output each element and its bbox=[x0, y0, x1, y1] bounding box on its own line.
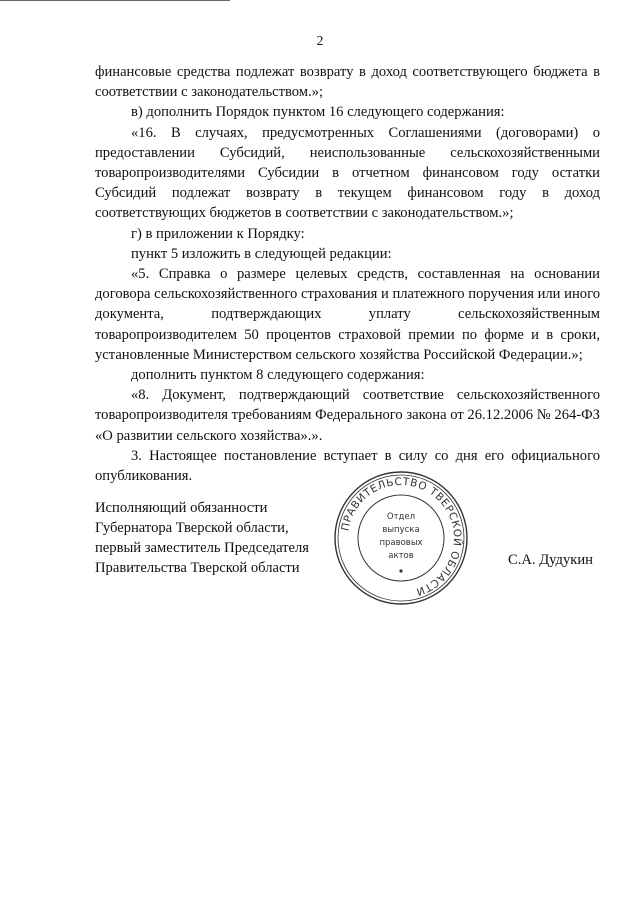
paragraph: «5. Справка о размере целевых средств, составленная на основании договора сельскохозяйственного страхования и платежного поручения или иного документа, подтверждающих уплату сельскохозяйственным товаропроизводителем 50 процентов страховой премии по форме и в сроки, установленные Министерством сельского хозяйства Российской Федерации.»; bbox=[95, 266, 600, 363]
signature-title-line: первый заместитель Председателя bbox=[95, 540, 310, 556]
signer-name: С.А. Дудукин bbox=[508, 552, 593, 568]
seal-ring-text: ПРАВИТЕЛЬСТВО ТВЕРСКОЙ ОБЛАСТИ bbox=[339, 475, 464, 598]
paragraph: финансовые средства подлежат возврату в доход соответствующего бюджета в соответствии с законодательством.»; bbox=[95, 64, 600, 101]
top-rule bbox=[0, 0, 230, 3]
seal-dot bbox=[399, 569, 402, 572]
signature-block bbox=[95, 498, 335, 578]
seal-center-line: правовых bbox=[379, 538, 423, 548]
signature-title-line: Исполняющий обязанности bbox=[95, 500, 268, 516]
paragraph: 3. Настоящее постановление вступает в силу со дня его официального опубликования. bbox=[95, 447, 600, 485]
paragraph: в) дополнить Порядок пунктом 16 следующего содержания: bbox=[131, 104, 505, 121]
paragraph: дополнить пунктом 8 следующего содержания: bbox=[131, 367, 425, 384]
seal-center-line: выпуска bbox=[382, 525, 420, 535]
signature-title-line: Правительства Тверской области bbox=[95, 560, 300, 576]
page-number: 2 bbox=[316, 33, 324, 48]
seal-graphic bbox=[331, 468, 471, 608]
paragraph: «8. Документ, подтверждающий соответствие сельскохозяйственного товаропроизводителя требованиям Федерального закона от 26.12.2006 № 264-ФЗ «О развитии сельского хозяйства».». bbox=[95, 387, 600, 444]
official-seal bbox=[331, 468, 471, 608]
signature-title-line: Губернатора Тверской области, bbox=[95, 520, 289, 536]
paragraph: «16. В случаях, предусмотренных Соглашениями (договорами) о предоставлении Субсидий, неиспользованные сельскохозяйственными товаропроизводителями Субсидии в отчетном финансовом году остатки Субсидий подлежат возврату в текущем финансовом году в доход соответствующих бюджетов в соответствии с законодательством.»; bbox=[95, 124, 600, 222]
paragraph: пункт 5 изложить в следующей редакции: bbox=[131, 245, 392, 262]
seal-center-line: актов bbox=[388, 551, 414, 561]
paragraph: г) в приложении к Порядку: bbox=[131, 225, 305, 242]
body-text bbox=[95, 62, 600, 486]
seal-center-line: Отдел bbox=[386, 512, 416, 522]
